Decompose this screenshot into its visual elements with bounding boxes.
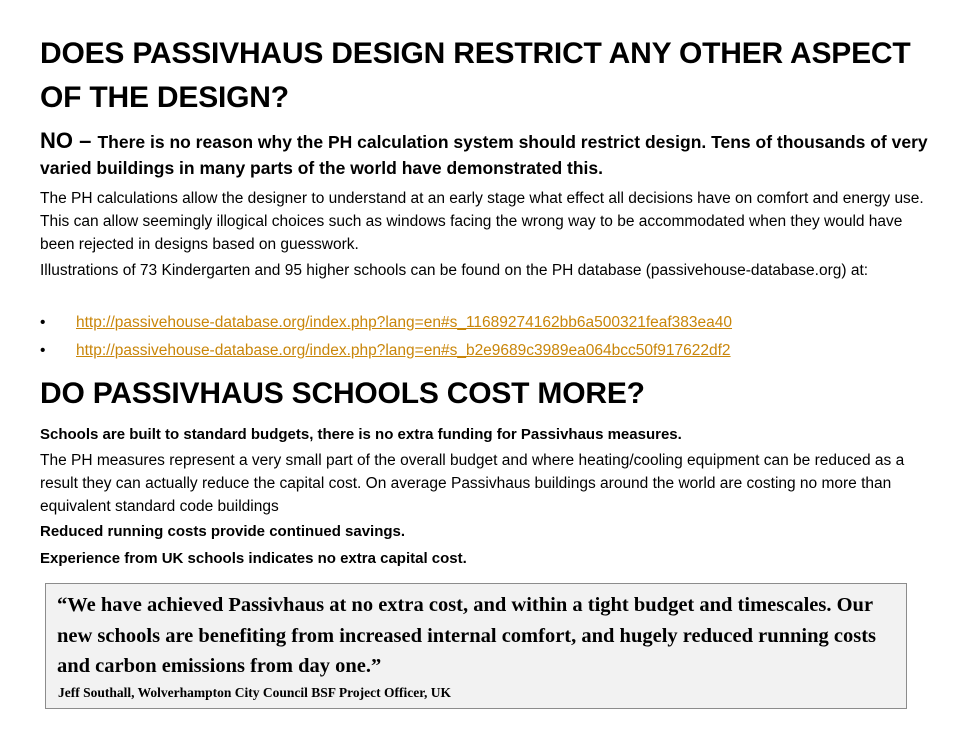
quote-box [45,583,907,709]
heading-cost-more: DO PASSIVHAUS SCHOOLS COST MORE? [40,377,645,410]
statement-running-costs: Reduced running costs provide continued savings. [40,523,406,540]
heading-design-restrict: DOES PASSIVHAUS DESIGN RESTRICT ANY OTHER ASPECT OF THE DESIGN? [40,37,911,114]
statement-uk-experience: Experience from UK schools indicates no extra capital cost. [40,550,467,567]
database-link-1[interactable]: http://passivehouse-database.org/index.php?lang=en#s_11689274162bb6a500321feaf383ea40 [76,314,733,331]
quote-text: “We have achieved Passivhaus at no extra cost, and within a tight budget and timescales. Our new schools are benefiting from increased internal comfort, and hugely reduced running costs and carbon emissions from day one.” [57,594,877,677]
bullet-icon: • [40,342,46,359]
answer-text: There is no reason why the PH calculation system should restrict design. Tens of thousands of very varied buildings in many parts of the world have demonstrated this. [40,132,928,178]
paragraph-illustrations: Illustrations of 73 Kindergarten and 95 higher schools can be found on the PH database (passivehouse-database.org) at: [40,262,869,279]
database-link-2[interactable]: http://passivehouse-database.org/index.php?lang=en#s_b2e9689c3989ea064bcc50f917622df2 [76,342,731,359]
answer-lead [40,128,940,181]
answer-prefix: NO – [40,128,98,153]
paragraph-calculations: The PH calculations allow the designer to understand at an early stage what effect all decisions have on comfort and energy use. This can allow seemingly illogical choices such as windows facing the wrong way to be accommodated when they would have been rejected in designs based on guesswork. [40,190,924,253]
quote-attribution: Jeff Southall, Wolverhampton City Council BSF Project Officer, UK [58,685,451,700]
paragraph-ph-measures: The PH measures represent a very small part of the overall budget and where heating/cooling equipment can be reduced as a result they can actually reduce the capital cost. On average Passivhaus buildings around the world are costing no more than equivalent standard code buildings [40,452,905,515]
statement-budgets: Schools are built to standard budgets, there is no extra funding for Passivhaus measures. [40,426,682,443]
bullet-icon: • [40,314,46,331]
